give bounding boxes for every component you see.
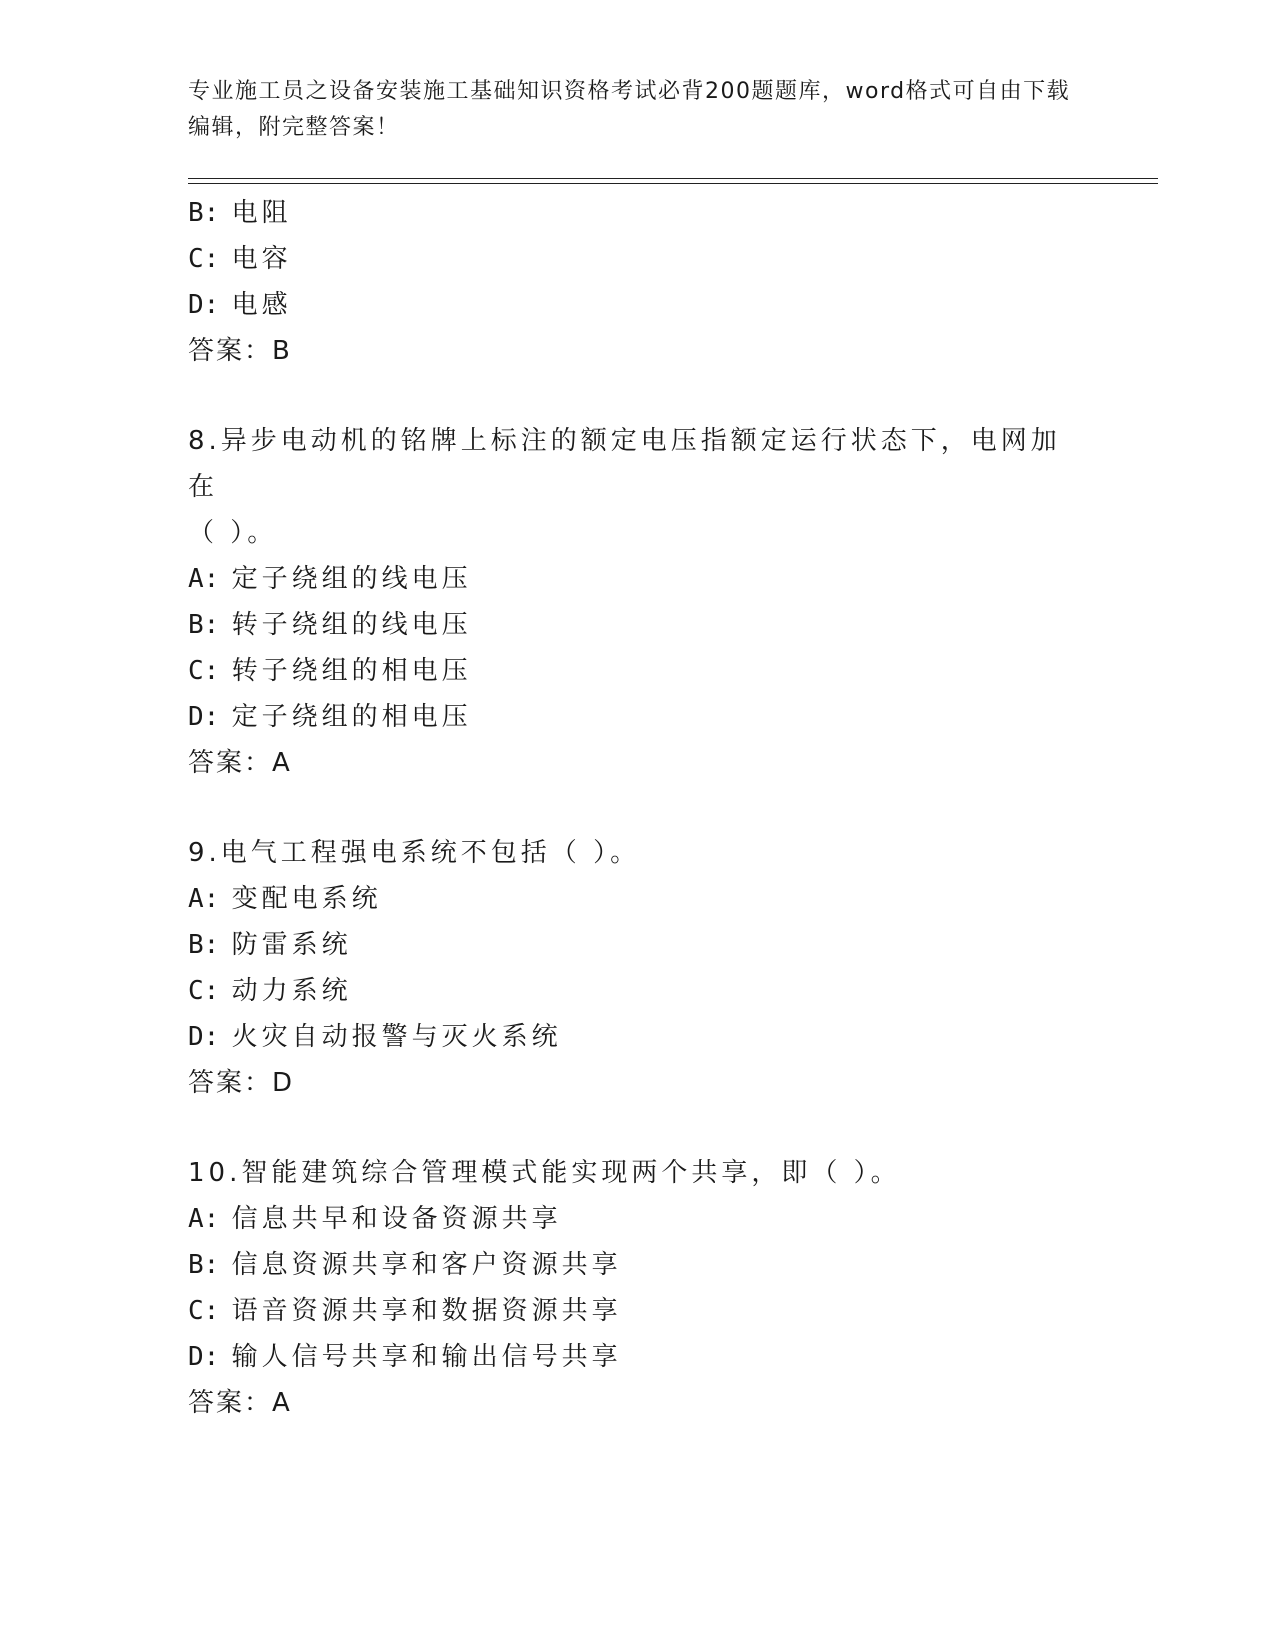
option-c	[188, 648, 1088, 694]
option-text: 电感	[231, 290, 292, 320]
option-letter: B:	[188, 198, 220, 228]
question-stem: 8.异步电动机的铭牌上标注的额定电压指额定运行状态下，电网加在	[188, 426, 1061, 502]
option-text: 信息资源共享和客户资源共享	[231, 1250, 622, 1280]
option-letter: D:	[188, 1342, 220, 1372]
option-text: 电阻	[231, 198, 292, 228]
option-d	[188, 282, 1088, 328]
option-text: 电容	[231, 244, 292, 274]
option-letter: D:	[188, 702, 220, 732]
question-stem: 10.智能建筑综合管理模式能实现两个共享，即（ ）。	[188, 1158, 901, 1188]
option-c	[188, 1288, 1088, 1334]
question-stem: 9.电气工程强电系统不包括（ ）。	[188, 838, 641, 868]
header-rule-bottom	[188, 183, 1158, 184]
option-c	[188, 236, 1088, 282]
question-9	[188, 830, 1088, 1106]
option-letter: A:	[188, 1204, 220, 1234]
option-letter: A:	[188, 564, 220, 594]
option-text: 变配电系统	[231, 884, 382, 914]
question-10	[188, 1150, 1088, 1426]
option-text: 语音资源共享和数据资源共享	[231, 1296, 622, 1326]
document-header: 专业施工员之设备安装施工基础知识资格考试必背200题题库，word格式可自由下载编辑，附完整答案！	[188, 79, 1071, 140]
option-letter: C:	[188, 976, 220, 1006]
option-letter: C:	[188, 656, 220, 686]
option-letter: D:	[188, 290, 220, 320]
option-a	[188, 556, 1088, 602]
answer-line: 答案：B	[188, 336, 292, 366]
option-text: 信息共早和设备资源共享	[231, 1204, 562, 1234]
option-b	[188, 1242, 1088, 1288]
option-text: 定子绕组的相电压	[231, 702, 472, 732]
option-d	[188, 694, 1088, 740]
question-8	[188, 418, 1088, 786]
option-b	[188, 190, 1088, 236]
option-letter: A:	[188, 884, 220, 914]
option-c	[188, 968, 1088, 1014]
option-text: 火灾自动报警与灭火系统	[231, 1022, 562, 1052]
option-letter: B:	[188, 930, 220, 960]
option-letter: B:	[188, 610, 220, 640]
answer-line: 答案：D	[188, 1068, 295, 1098]
option-text: 转子绕组的相电压	[231, 656, 472, 686]
option-letter: D:	[188, 1022, 220, 1052]
option-a	[188, 876, 1088, 922]
option-d	[188, 1334, 1088, 1380]
option-a	[188, 1196, 1088, 1242]
option-text: 防雷系统	[231, 930, 352, 960]
option-d	[188, 1014, 1088, 1060]
option-letter: C:	[188, 1296, 220, 1326]
option-letter: C:	[188, 244, 220, 274]
question-stem-continued: （ ）。	[188, 518, 278, 548]
answer-line: 答案：A	[188, 748, 292, 778]
option-text: 输人信号共享和输出信号共享	[231, 1342, 622, 1372]
answer-line: 答案：A	[188, 1388, 292, 1418]
header-rule-top	[188, 178, 1158, 179]
option-b	[188, 602, 1088, 648]
option-b	[188, 922, 1088, 968]
document-body	[188, 190, 1088, 1426]
question-7-continued	[188, 190, 1088, 374]
option-text: 动力系统	[231, 976, 352, 1006]
option-letter: B:	[188, 1250, 220, 1280]
option-text: 转子绕组的线电压	[231, 610, 472, 640]
option-text: 定子绕组的线电压	[231, 564, 472, 594]
